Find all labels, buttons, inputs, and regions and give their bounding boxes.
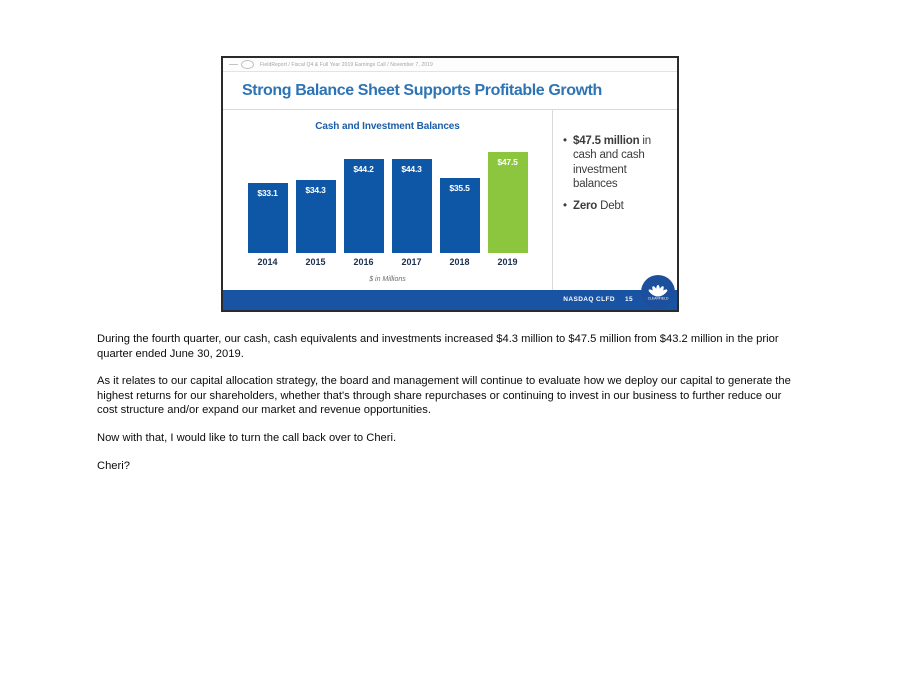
- bar-value-label: $33.1: [257, 188, 278, 198]
- bar-value-label: $44.2: [353, 164, 374, 174]
- bar-value-label: $44.3: [401, 164, 422, 174]
- bar-value-label: $35.5: [449, 183, 470, 193]
- header-oval-icon: [241, 60, 254, 69]
- slide-image: [221, 56, 679, 312]
- chart-area: [223, 110, 553, 290]
- bullet-marker: •: [563, 135, 568, 147]
- clearfield-logo: [641, 275, 675, 309]
- chart-title: Cash and Investment Balances: [315, 121, 460, 132]
- chart-footnote: $ in Millions: [369, 276, 406, 283]
- header-dash-icon: [229, 64, 238, 65]
- transcript-paragraph: During the fourth quarter, our cash, cash equivalents and investments increased $4.3 million to $47.5 million from $43.2 million in the prior quarter ended June 30, 2019.: [97, 333, 779, 360]
- ticker-group: [563, 296, 633, 303]
- bar-value-label: $47.5: [497, 157, 518, 167]
- bullet-text: $47.5 million in cash and cash investment balances: [573, 135, 651, 191]
- bullet-item: [563, 134, 673, 192]
- x-axis-tick-label: 2019: [497, 257, 518, 267]
- bar: [296, 180, 336, 253]
- bar-group: [488, 152, 528, 253]
- bullet-marker: •: [563, 199, 568, 212]
- highlights-panel: [553, 110, 677, 290]
- bullet-item: [563, 199, 673, 213]
- transcript-paragraph: Cheri?: [97, 459, 130, 472]
- bar-group: [392, 159, 432, 253]
- transcript-paragraph: As it relates to our capital allocation strategy, the board and management will continue to evaluate how we deploy our capital to generate the highest returns for our shareholders, whether that's through share repurchases or continuing to invest in our business to further reduce our cost structure and/or expand our market and revenue opportunities.: [97, 375, 791, 417]
- bar-area: [223, 132, 552, 253]
- transcript-paragraph: Now with that, I would like to turn the call back over to Cheri.: [97, 431, 397, 444]
- slide-page-number: 15: [624, 296, 633, 303]
- bar-group: [344, 159, 384, 253]
- x-axis-tick-label: 2015: [305, 257, 326, 267]
- x-axis-tick-label: 2017: [401, 257, 422, 267]
- bar-group: [248, 183, 288, 253]
- slide-title: Strong Balance Sheet Supports Profitable Growth: [242, 81, 602, 99]
- bar: [344, 159, 384, 253]
- slide-footer: [223, 290, 677, 310]
- bar: [392, 159, 432, 253]
- bar: [440, 178, 480, 253]
- x-axis-tick-label: 2014: [257, 257, 278, 267]
- header-breadcrumb: FieldReport / Fiscal Q4 & Full Year 2019 Earnings Call / November 7, 2019: [260, 61, 433, 68]
- slide-header: [223, 58, 677, 72]
- bar-value-label: $34.3: [305, 185, 326, 195]
- bar: [488, 152, 528, 253]
- bullet-text: Zero Debt: [573, 199, 624, 212]
- slide-body: [223, 110, 677, 290]
- logo-wordmark: CLEARFIELD: [647, 296, 669, 300]
- x-axis-labels: [223, 257, 552, 267]
- bullet-list: [563, 134, 673, 213]
- x-axis-tick-label: 2018: [449, 257, 470, 267]
- bar: [248, 183, 288, 253]
- bar-group: [296, 180, 336, 253]
- bar-group: [440, 178, 480, 253]
- ticker-label: NASDAQ CLFD: [563, 296, 615, 303]
- x-axis-tick-label: 2016: [353, 257, 374, 267]
- transcript-text: [97, 332, 801, 486]
